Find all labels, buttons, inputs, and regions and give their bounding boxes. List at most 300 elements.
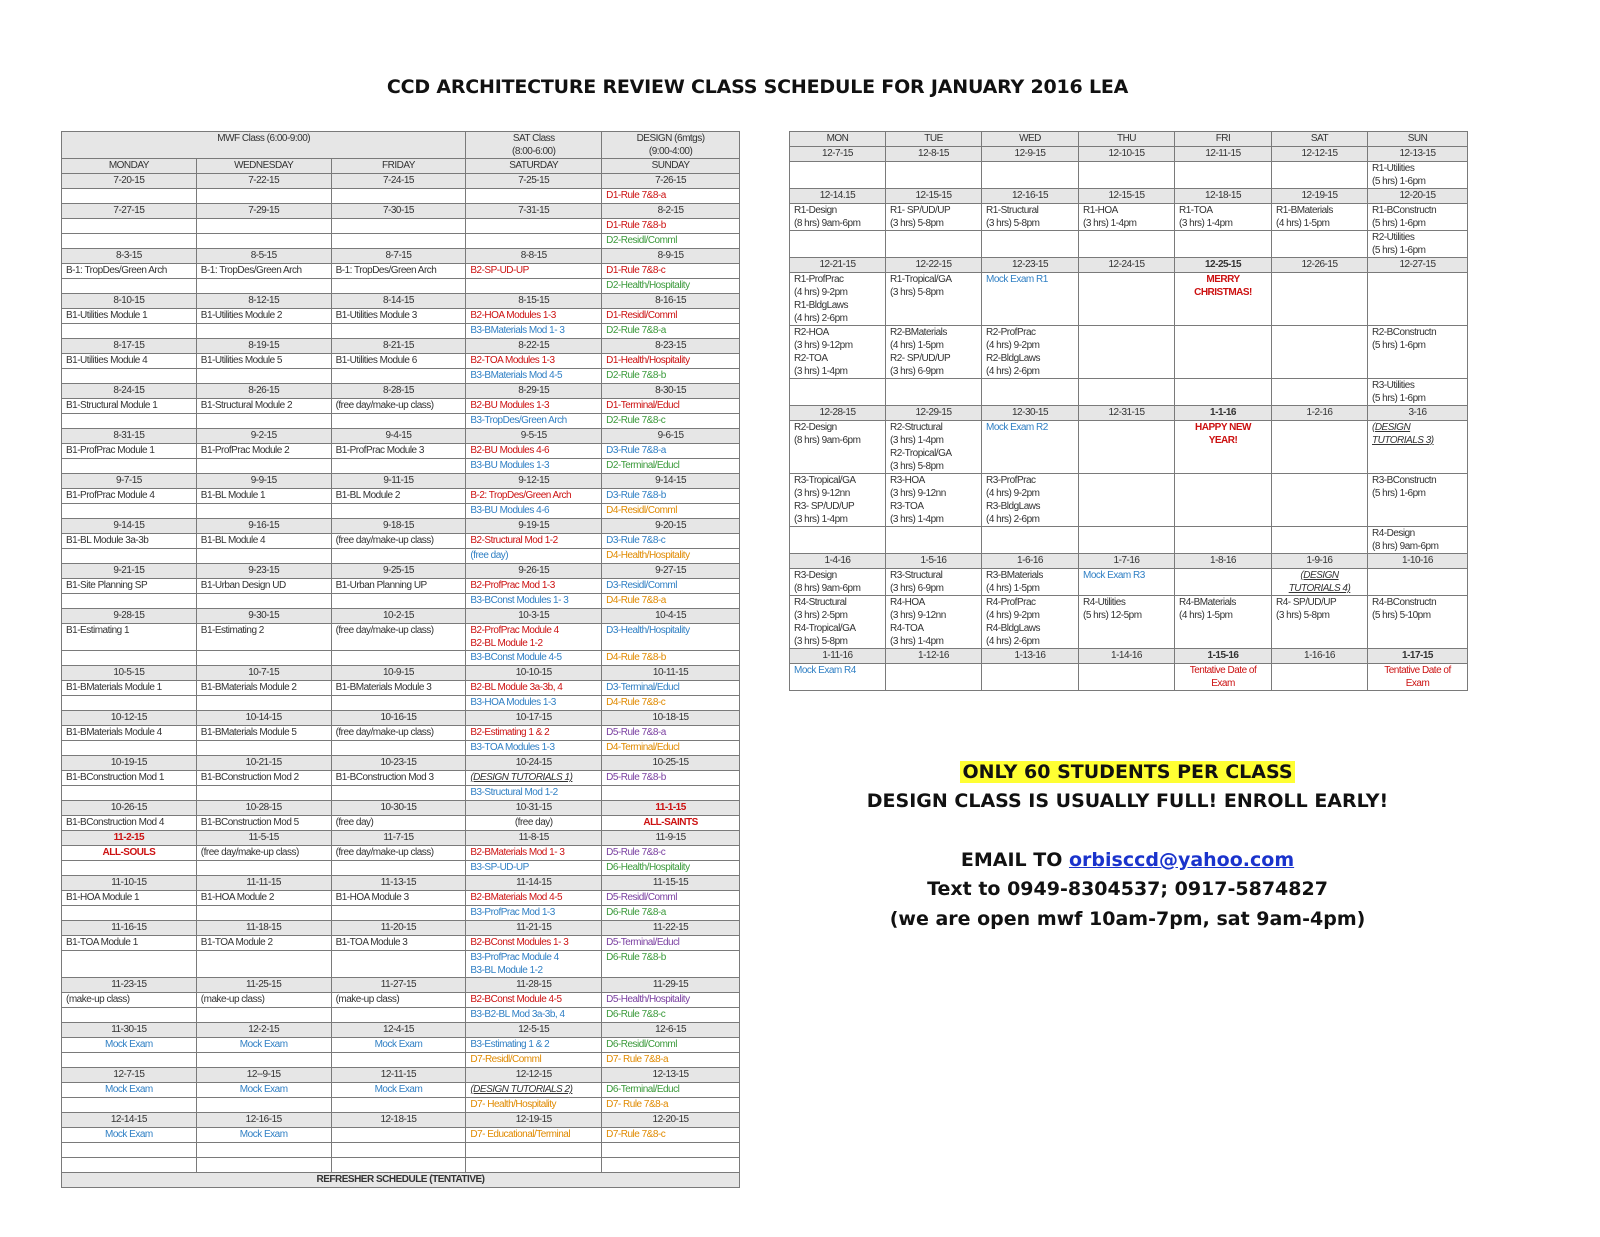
date-cell: 9-2-15 — [196, 429, 331, 444]
table-row — [790, 421, 1468, 474]
schedule-cell — [1079, 474, 1175, 527]
date-cell: 12-14.15 — [790, 189, 886, 204]
schedule-cell — [1272, 273, 1368, 326]
schedule-cell — [62, 594, 197, 609]
schedule-cell: R1-Structural (3 hrs) 5-8pm — [982, 204, 1079, 231]
schedule-cell: B3-SP-UD-UP — [466, 861, 602, 876]
table-row — [790, 649, 1468, 664]
date-cell: 12-29-15 — [886, 406, 982, 421]
schedule-cell — [62, 741, 197, 756]
text-contact-line: Text to 0949-8304537; 0917-5874827 — [927, 878, 1328, 900]
table-row — [62, 294, 740, 309]
schedule-cell — [196, 651, 331, 666]
schedule-cell: D4-Residl/Comml — [602, 504, 740, 519]
date-cell: 10-25-15 — [602, 756, 740, 771]
schedule-cell: R3-Structural (3 hrs) 6-9pm — [886, 569, 982, 596]
table-row — [62, 876, 740, 891]
schedule-cell: B1-TOA Module 3 — [331, 936, 466, 951]
schedule-cell: B3-BU Modules 4-6 — [466, 504, 602, 519]
schedule-cell: D7- Rule 7&8-a — [602, 1053, 740, 1068]
schedule-cell: R4-BConstructn (5 hrs) 5-10pm — [1368, 596, 1468, 649]
date-cell: 11-15-15 — [602, 876, 740, 891]
table-row — [790, 527, 1468, 554]
table-row — [62, 504, 740, 519]
schedule-cell — [331, 1053, 466, 1068]
date-cell: 1-11-16 — [790, 649, 886, 664]
schedule-cell: B1-HOA Module 1 — [62, 891, 197, 906]
table-row — [62, 651, 740, 666]
schedule-cell — [331, 1143, 466, 1158]
table-row — [62, 534, 740, 549]
date-cell: 9-6-15 — [602, 429, 740, 444]
schedule-cell — [886, 664, 982, 691]
schedule-cell: D3-Rule 7&8-b — [602, 489, 740, 504]
schedule-cell: D6-Rule 7&8-a — [602, 906, 740, 921]
schedule-cell — [62, 1053, 197, 1068]
schedule-cell — [62, 1158, 197, 1173]
schedule-cell — [466, 279, 602, 294]
schedule-cell: B1-Utilities Module 1 — [62, 309, 197, 324]
table-row — [62, 816, 740, 831]
schedule-cell: R4- SP/UD/UP (3 hrs) 5-8pm — [1272, 596, 1368, 649]
schedule-cell: B1-BMaterials Module 1 — [62, 681, 197, 696]
date-cell: 1-12-16 — [886, 649, 982, 664]
table-row — [62, 279, 740, 294]
table-row — [62, 861, 740, 876]
date-cell: 9-7-15 — [62, 474, 197, 489]
date-cell: MONDAY — [62, 159, 197, 174]
date-cell: 7-24-15 — [331, 174, 466, 189]
date-cell: 7-30-15 — [331, 204, 466, 219]
date-cell: 10-19-15 — [62, 756, 197, 771]
schedule-cell: D3-Rule 7&8-a — [602, 444, 740, 459]
schedule-cell — [196, 696, 331, 711]
date-cell: 7-31-15 — [466, 204, 602, 219]
schedule-cell: B3-TropDes/Green Arch — [466, 414, 602, 429]
schedule-cell — [1368, 273, 1468, 326]
date-cell: WED — [982, 132, 1079, 147]
table-row — [62, 264, 740, 279]
schedule-cell — [331, 1008, 466, 1023]
date-cell: 12-19-15 — [1272, 189, 1368, 204]
schedule-cell — [1079, 273, 1175, 326]
schedule-cell — [1079, 379, 1175, 406]
schedule-cell: (DESIGN TUTORIALS 4) — [1272, 569, 1368, 596]
date-cell: 12-24-15 — [1079, 258, 1175, 273]
footer-row — [62, 1173, 740, 1188]
schedule-cell — [982, 664, 1079, 691]
schedule-cell: B3-ProfPrac Module 4 B3-BL Module 1-2 — [466, 951, 602, 978]
date-cell: 12-26-15 — [1272, 258, 1368, 273]
schedule-cell: B1-BL Module 3a-3b — [62, 534, 197, 549]
date-cell: 11-7-15 — [331, 831, 466, 846]
date-cell: 12-16-15 — [196, 1113, 331, 1128]
table-row — [62, 624, 740, 651]
schedule-cell: R4-Utilities (5 hrs) 12-5pm — [1079, 596, 1175, 649]
date-cell: 9-19-15 — [466, 519, 602, 534]
table-row — [62, 189, 740, 204]
date-cell: 11-14-15 — [466, 876, 602, 891]
schedule-cell — [1079, 664, 1175, 691]
date-cell: 1-16-16 — [1272, 649, 1368, 664]
schedule-cell: ALL-SOULS — [62, 846, 197, 861]
schedule-cell — [886, 379, 982, 406]
table-row — [62, 384, 740, 399]
schedule-cell: R4-ProfPrac (4 hrs) 9-2pm R4-BldgLaws (4 hrs) 2-6pm — [982, 596, 1079, 649]
schedule-cell: B1-ProfPrac Module 3 — [331, 444, 466, 459]
date-cell: 1-5-16 — [886, 554, 982, 569]
schedule-cell: (make-up class) — [62, 993, 197, 1008]
schedule-cell: R3-BMaterials (4 hrs) 1-5pm — [982, 569, 1079, 596]
date-cell: 11-2-15 — [62, 831, 197, 846]
schedule-cell: B1-ProfPrac Module 2 — [196, 444, 331, 459]
schedule-cell: R3-Tropical/GA (3 hrs) 9-12nn R3- SP/UD/UP (3 hrs) 1-4pm — [790, 474, 886, 527]
table-row — [62, 921, 740, 936]
schedule-cell: B2-Estimating 1 & 2 — [466, 726, 602, 741]
schedule-cell — [331, 549, 466, 564]
schedule-cell — [886, 162, 982, 189]
table-row — [62, 459, 740, 474]
schedule-cell: Mock Exam — [196, 1083, 331, 1098]
schedule-cell: D2-Rule 7&8-c — [602, 414, 740, 429]
schedule-cell: Mock Exam — [331, 1038, 466, 1053]
date-cell: WEDNESDAY — [196, 159, 331, 174]
date-cell: SAT Class (8:00-6:00) — [466, 132, 602, 159]
date-cell: 1-14-16 — [1079, 649, 1175, 664]
schedule-cell: B1-BConstruction Mod 4 — [62, 816, 197, 831]
refresher-schedule-table — [61, 131, 740, 1188]
schedule-cell — [62, 1143, 197, 1158]
schedule-cell: Mock Exam R2 — [982, 421, 1079, 474]
schedule-cell: (free day/make-up class) — [331, 624, 466, 651]
date-cell: 1-7-16 — [1079, 554, 1175, 569]
date-cell: 9-26-15 — [466, 564, 602, 579]
date-cell: 7-25-15 — [466, 174, 602, 189]
table-row — [62, 219, 740, 234]
date-cell: 8-9-15 — [602, 249, 740, 264]
schedule-cell — [196, 951, 331, 978]
date-cell: 8-7-15 — [331, 249, 466, 264]
schedule-cell: Mock Exam — [62, 1038, 197, 1053]
date-cell: 8-10-15 — [62, 294, 197, 309]
email-label: EMAIL TO — [960, 849, 1069, 871]
schedule-cell: MERRY CHRISTMAS! — [1175, 273, 1272, 326]
date-cell: 9-14-15 — [62, 519, 197, 534]
schedule-cell: R4-BMaterials (4 hrs) 1-5pm — [1175, 596, 1272, 649]
schedule-cell: D2-Health/Hospitality — [602, 279, 740, 294]
schedule-cell — [1272, 162, 1368, 189]
schedule-cell — [1079, 326, 1175, 379]
date-cell: 3-16 — [1368, 406, 1468, 421]
date-cell: 9-20-15 — [602, 519, 740, 534]
date-cell: 11-23-15 — [62, 978, 197, 993]
date-cell: 12-20-15 — [1368, 189, 1468, 204]
schedule-cell — [62, 1008, 197, 1023]
schedule-cell: D7-Rule 7&8-c — [602, 1128, 740, 1143]
table-row — [62, 726, 740, 741]
schedule-cell: R2-Utilities (5 hrs) 1-6pm — [1368, 231, 1468, 258]
schedule-cell — [331, 696, 466, 711]
schedule-cell — [466, 234, 602, 249]
table-row — [62, 1128, 740, 1143]
schedule-cell: Mock Exam — [196, 1038, 331, 1053]
schedule-cell: D3-Health/Hospitality — [602, 624, 740, 651]
schedule-cell: ALL-SAINTS — [602, 816, 740, 831]
date-cell: 8-19-15 — [196, 339, 331, 354]
date-cell: 11-30-15 — [62, 1023, 197, 1038]
date-cell: 8-24-15 — [62, 384, 197, 399]
schedule-cell: Mock Exam R4 — [790, 664, 886, 691]
date-cell: 1-8-16 — [1175, 554, 1272, 569]
schedule-cell — [196, 279, 331, 294]
table-row — [62, 444, 740, 459]
date-cell: 10-5-15 — [62, 666, 197, 681]
schedule-cell: B3-BMaterials Mod 4-5 — [466, 369, 602, 384]
schedule-cell: B1-Site Planning SP — [62, 579, 197, 594]
schedule-cell — [790, 162, 886, 189]
table-row — [62, 936, 740, 951]
table-row — [790, 379, 1468, 406]
date-cell: 12-15-15 — [1079, 189, 1175, 204]
schedule-cell: R2-ProfPrac (4 hrs) 9-2pm R2-BldgLaws (4 hrs) 2-6pm — [982, 326, 1079, 379]
date-cell: 1-15-16 — [1175, 649, 1272, 664]
schedule-cell: B2-BMaterials Mod 4-5 — [466, 891, 602, 906]
schedule-cell: D6-Terminal/Educl — [602, 1083, 740, 1098]
schedule-cell: Tentative Date of Exam — [1368, 664, 1468, 691]
table-row — [62, 1158, 740, 1173]
date-cell: 1-13-16 — [982, 649, 1079, 664]
date-cell: 10-18-15 — [602, 711, 740, 726]
schedule-cell: R1-Tropical/GA (3 hrs) 5-8pm — [886, 273, 982, 326]
date-cell: 10-31-15 — [466, 801, 602, 816]
schedule-cell — [62, 951, 197, 978]
schedule-cell: (free day/make-up class) — [331, 726, 466, 741]
schedule-cell: R1- SP/UD/UP (3 hrs) 5-8pm — [886, 204, 982, 231]
schedule-cell — [331, 324, 466, 339]
table-row — [62, 564, 740, 579]
date-cell: 8-15-15 — [466, 294, 602, 309]
schedule-cell — [196, 861, 331, 876]
schedule-cell — [62, 189, 197, 204]
date-cell: 9-30-15 — [196, 609, 331, 624]
schedule-cell: B-2: TropDes/Green Arch — [466, 489, 602, 504]
date-cell: 12-12-15 — [466, 1068, 602, 1083]
date-cell: MWF Class (6:00-9:00) — [62, 132, 466, 159]
schedule-cell: D5-Rule 7&8-a — [602, 726, 740, 741]
schedule-cell: D1-Health/Hospitality — [602, 354, 740, 369]
table-row — [62, 1143, 740, 1158]
schedule-cell: B2-SP-UD-UP — [466, 264, 602, 279]
date-cell: 8-26-15 — [196, 384, 331, 399]
date-cell: 12-6-15 — [602, 1023, 740, 1038]
schedule-cell: D7- Educational/Terminal — [466, 1128, 602, 1143]
schedule-cell — [790, 379, 886, 406]
schedule-cell: D2-Terminal/Educl — [602, 459, 740, 474]
schedule-cell: Mock Exam — [62, 1128, 197, 1143]
schedule-cell — [1175, 474, 1272, 527]
schedule-cell: D6-Rule 7&8-c — [602, 1008, 740, 1023]
schedule-cell — [62, 1098, 197, 1113]
schedule-cell: D5-Rule 7&8-c — [602, 846, 740, 861]
date-cell: 12-28-15 — [790, 406, 886, 421]
schedule-cell: (free day) — [466, 816, 602, 831]
date-cell: 11-28-15 — [466, 978, 602, 993]
date-cell: SATURDAY — [466, 159, 602, 174]
schedule-cell — [331, 414, 466, 429]
schedule-cell: B1-ProfPrac Module 4 — [62, 489, 197, 504]
schedule-cell — [982, 527, 1079, 554]
schedule-cell — [62, 549, 197, 564]
schedule-cell — [1079, 162, 1175, 189]
schedule-cell: D6-Residl/Comml — [602, 1038, 740, 1053]
schedule-cell: D1-Terminal/Educl — [602, 399, 740, 414]
date-cell: 7-20-15 — [62, 174, 197, 189]
date-cell: 8-28-15 — [331, 384, 466, 399]
schedule-cell — [1175, 326, 1272, 379]
date-cell: 9-4-15 — [331, 429, 466, 444]
schedule-cell: R4-Structural (3 hrs) 2-5pm R4-Tropical/GA (3 hrs) 5-8pm — [790, 596, 886, 649]
table-row — [790, 162, 1468, 189]
table-row — [790, 204, 1468, 231]
schedule-cell — [331, 219, 466, 234]
date-cell: 10-9-15 — [331, 666, 466, 681]
schedule-cell — [62, 861, 197, 876]
schedule-cell — [331, 189, 466, 204]
schedule-cell — [62, 504, 197, 519]
schedule-cell: B-1: TropDes/Green Arch — [62, 264, 197, 279]
date-cell: 8-5-15 — [196, 249, 331, 264]
schedule-cell — [62, 369, 197, 384]
schedule-cell — [331, 279, 466, 294]
schedule-cell: B1-BConstruction Mod 1 — [62, 771, 197, 786]
table-row — [62, 579, 740, 594]
date-cell: 8-31-15 — [62, 429, 197, 444]
table-row — [790, 406, 1468, 421]
date-cell: 10-3-15 — [466, 609, 602, 624]
schedule-cell — [196, 1158, 331, 1173]
date-cell: 12--9-15 — [196, 1068, 331, 1083]
schedule-cell — [1272, 527, 1368, 554]
date-cell: 11-13-15 — [331, 876, 466, 891]
schedule-cell — [1272, 421, 1368, 474]
schedule-cell: B2-TOA Modules 1-3 — [466, 354, 602, 369]
table-row — [62, 1113, 740, 1128]
schedule-cell — [196, 369, 331, 384]
schedule-cell: R1-TOA (3 hrs) 1-4pm — [1175, 204, 1272, 231]
schedule-cell: (free day/make-up class) — [331, 399, 466, 414]
schedule-cell — [331, 786, 466, 801]
date-cell: 12-23-15 — [982, 258, 1079, 273]
schedule-cell: B3-BConst Module 4-5 — [466, 651, 602, 666]
date-cell: 1-9-16 — [1272, 554, 1368, 569]
class-limit-notice: ONLY 60 STUDENTS PER CLASS — [962, 761, 1293, 783]
table-row — [62, 489, 740, 504]
table-row — [790, 231, 1468, 258]
date-cell: 12-19-15 — [466, 1113, 602, 1128]
schedule-cell — [196, 234, 331, 249]
date-cell: 12-8-15 — [886, 147, 982, 162]
date-cell: 10-17-15 — [466, 711, 602, 726]
date-cell: 10-2-15 — [331, 609, 466, 624]
schedule-cell — [196, 324, 331, 339]
schedule-cell: B1-Estimating 1 — [62, 624, 197, 651]
date-cell: 12-21-15 — [790, 258, 886, 273]
date-cell: 8-2-15 — [602, 204, 740, 219]
table-row — [790, 326, 1468, 379]
table-row — [62, 771, 740, 786]
schedule-cell: B1-BL Module 2 — [331, 489, 466, 504]
date-cell: 1-2-16 — [1272, 406, 1368, 421]
schedule-cell — [982, 162, 1079, 189]
schedule-cell: D4-Rule 7&8-c — [602, 696, 740, 711]
schedule-cell — [1272, 231, 1368, 258]
schedule-cell — [62, 906, 197, 921]
schedule-cell — [1079, 421, 1175, 474]
table-row — [62, 204, 740, 219]
schedule-cell: D6-Health/Hospitality — [602, 861, 740, 876]
date-cell: 11-25-15 — [196, 978, 331, 993]
table-row — [62, 1068, 740, 1083]
date-cell: 10-4-15 — [602, 609, 740, 624]
schedule-cell: B2-BU Modules 1-3 — [466, 399, 602, 414]
table-row — [62, 951, 740, 978]
date-cell: SUNDAY — [602, 159, 740, 174]
schedule-cell: B3-TOA Modules 1-3 — [466, 741, 602, 756]
schedule-cell: D5-Health/Hospitality — [602, 993, 740, 1008]
date-cell: 7-27-15 — [62, 204, 197, 219]
date-cell: 8-22-15 — [466, 339, 602, 354]
date-cell: 11-20-15 — [331, 921, 466, 936]
schedule-cell: B1-BL Module 4 — [196, 534, 331, 549]
schedule-cell: B3-B2-BL Mod 3a-3b, 4 — [466, 1008, 602, 1023]
schedule-cell — [196, 1098, 331, 1113]
date-cell: 12-13-15 — [1368, 147, 1468, 162]
schedule-cell: B3-HOA Modules 1-3 — [466, 696, 602, 711]
schedule-cell — [331, 1128, 466, 1143]
date-cell: 1-10-16 — [1368, 554, 1468, 569]
table-row — [62, 399, 740, 414]
schedule-cell: B1-Estimating 2 — [196, 624, 331, 651]
date-cell: 11-11-15 — [196, 876, 331, 891]
date-cell: 9-16-15 — [196, 519, 331, 534]
schedule-cell: B2-BConst Module 4-5 — [466, 993, 602, 1008]
schedule-cell: R1-BConstructn (5 hrs) 1-6pm — [1368, 204, 1468, 231]
date-cell: 8-8-15 — [466, 249, 602, 264]
design-class-notice: DESIGN CLASS IS USUALLY FULL! ENROLL EARLY! — [866, 790, 1389, 812]
schedule-cell: Tentative Date of Exam — [1175, 664, 1272, 691]
date-cell: 10-30-15 — [331, 801, 466, 816]
date-cell: 10-16-15 — [331, 711, 466, 726]
schedule-cell — [331, 504, 466, 519]
date-cell: SUN — [1368, 132, 1468, 147]
schedule-cell — [196, 786, 331, 801]
schedule-cell: D3-Rule 7&8-c — [602, 534, 740, 549]
date-cell: 12-7-15 — [790, 147, 886, 162]
email-link[interactable]: orbisccd@yahoo.com — [1068, 849, 1295, 871]
schedule-cell: (DESIGN TUTORIALS 2) — [466, 1083, 602, 1098]
schedule-cell: Mock Exam — [196, 1128, 331, 1143]
schedule-cell — [1079, 231, 1175, 258]
date-cell: DESIGN (6mtgs) (9:00-4:00) — [602, 132, 740, 159]
schedule-cell — [1175, 379, 1272, 406]
schedule-cell — [62, 786, 197, 801]
date-cell: MON — [790, 132, 886, 147]
table-row — [62, 831, 740, 846]
schedule-cell: B1-BMaterials Module 3 — [331, 681, 466, 696]
schedule-cell — [331, 951, 466, 978]
schedule-cell: R3-ProfPrac (4 hrs) 9-2pm R3-BldgLaws (4 hrs) 2-6pm — [982, 474, 1079, 527]
schedule-cell — [331, 234, 466, 249]
